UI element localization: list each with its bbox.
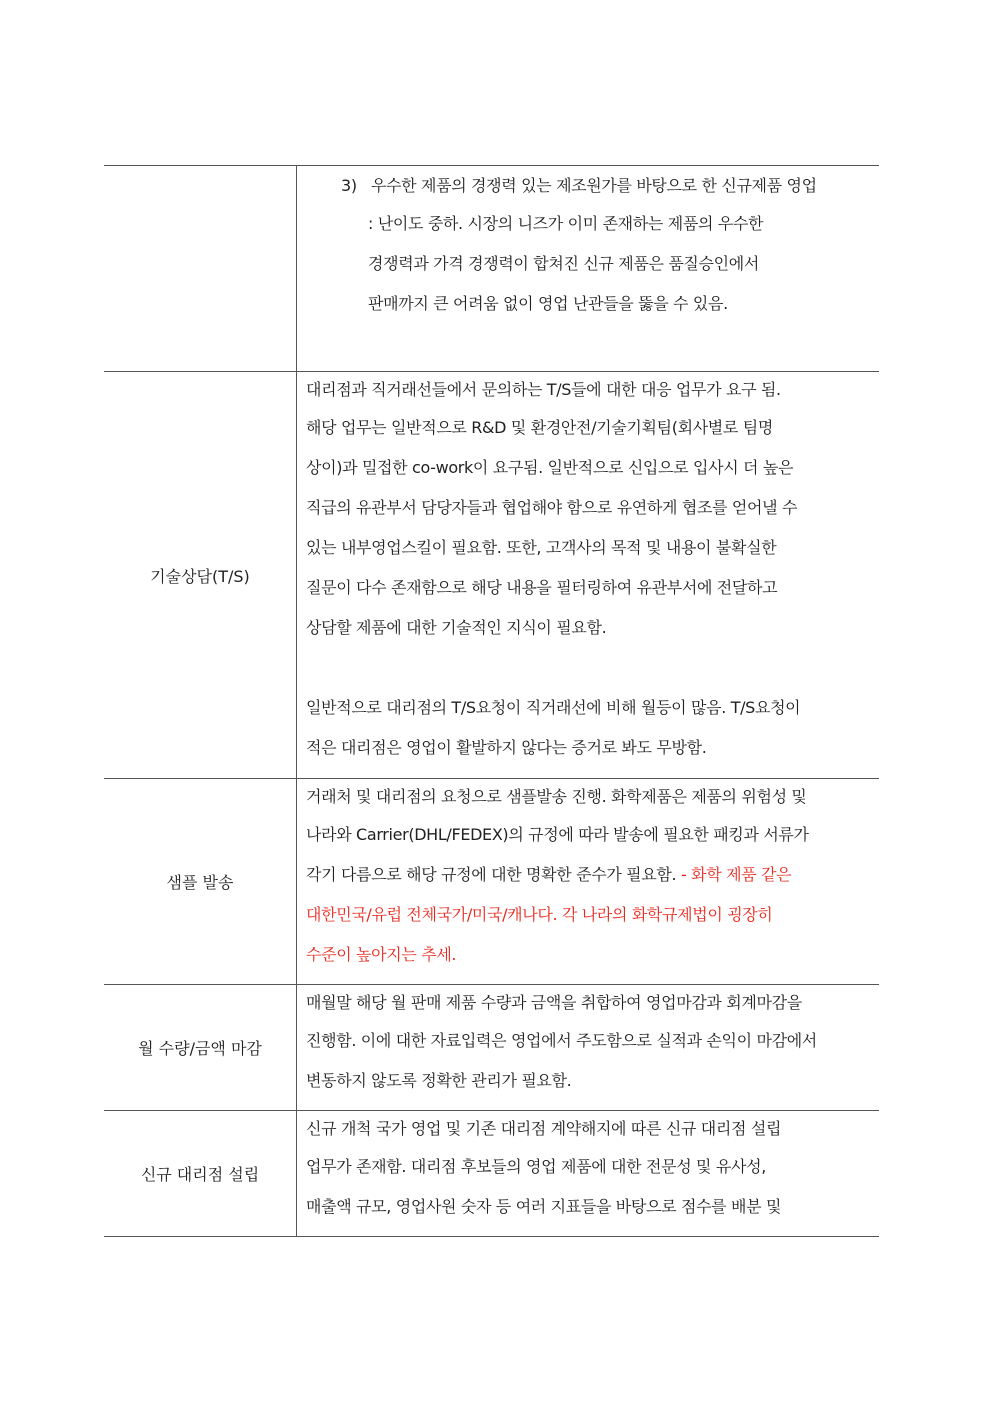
item-number: 3) [341,176,357,195]
text-line: 진행함. 이에 대한 자료입력은 영업에서 주도함으로 실적과 손익이 마감에서 [306,1031,817,1050]
item-continuation-line: : 난이도 중하. 시장의 니즈가 이미 존재하는 제품의 우수한 [368,214,764,233]
row-content [297,779,880,985]
row-label: 월 수량/금액 마감 [104,985,297,1111]
item-continuation-line: 경쟁력과 가격 경쟁력이 합쳐진 신규 제품은 품질승인에서 [368,254,759,273]
document-table [104,165,879,1237]
text-line: 신규 개척 국가 영업 및 기존 대리점 계약해지에 따른 신규 대리점 설립 [306,1119,782,1138]
table-row [104,166,879,372]
text-line: 거래처 및 대리점의 요청으로 샘플발송 진행. 화학제품은 제품의 위험성 및 [306,787,807,806]
row-content [297,1111,880,1237]
text-line: 매월말 해당 월 판매 제품 수량과 금액을 취합하여 영업마감과 회계마감을 [306,993,802,1012]
highlight-red-text: - 화학 제품 같은 [676,865,792,884]
item-text: 우수한 제품의 경쟁력 있는 제조원가를 바탕으로 한 신규제품 영업 [370,176,817,195]
text-line: 나라와 Carrier(DHL/FEDEX)의 규정에 따라 발송에 필요한 패킹과 서류가 [306,825,809,844]
highlight-red-line: 대한민국/유럽 전체국가/미국/캐나다. 각 나라의 화학규제법이 굉장히 [306,905,773,924]
item-continuation-line: 판매까지 큰 어려움 없이 영업 난관들을 뚫을 수 있음. [368,294,728,313]
text-line: 해당 업무는 일반적으로 R&D 및 환경안전/기술기획팀(회사별로 팀명 [306,418,773,437]
text-black: 각기 다름으로 해당 규정에 대한 명확한 준수가 필요함. [306,865,677,884]
highlight-red-line: 수준이 높아지는 추세. [306,945,457,964]
table-row [104,985,879,1111]
row-content [297,166,880,372]
row-label: 기술상담(T/S) [104,372,297,779]
numbered-item-first-line [306,168,871,204]
row-content [297,985,880,1111]
text-line: 변동하지 않도록 정확한 관리가 필요함. [306,1071,572,1090]
row-content [297,372,880,779]
row-label-empty [104,166,297,372]
text-line: 상담할 제품에 대한 기술적인 지식이 필요함. [306,618,607,637]
table-row [104,372,879,779]
text-line: 매출액 규모, 영업사원 숫자 등 여러 지표들을 바탕으로 점수를 배분 및 [306,1197,782,1216]
text-line: 일반적으로 대리점의 T/S요청이 직거래선에 비해 월등이 많음. T/S요청이 [306,698,801,717]
mixed-text-line [306,855,871,895]
row-label: 샘플 발송 [104,779,297,985]
table-row [104,779,879,985]
text-line: 상이)과 밀접한 co-work이 요구됨. 일반적으로 신입으로 입사시 더 높은 [306,458,794,477]
text-line: 업무가 존재함. 대리점 후보들의 영업 제품에 대한 전문성 및 유사성, [306,1157,766,1176]
text-line: 질문이 다수 존재함으로 해당 내용을 필터링하여 유관부서에 전달하고 [306,578,778,597]
row-label: 신규 대리점 설립 [104,1111,297,1237]
text-line: 직급의 유관부서 담당자들과 협업해야 함으로 유연하게 협조를 얻어낼 수 [306,498,798,517]
blank-line [306,648,871,688]
table-row [104,1111,879,1237]
text-line: 적은 대리점은 영업이 활발하지 않다는 증거로 봐도 무방함. [306,738,707,757]
text-line: 있는 내부영업스킬이 필요함. 또한, 고객사의 목적 및 내용이 불확실한 [306,538,777,557]
text-line: 대리점과 직거래선들에서 문의하는 T/S들에 대한 대응 업무가 요구 됨. [306,380,781,399]
